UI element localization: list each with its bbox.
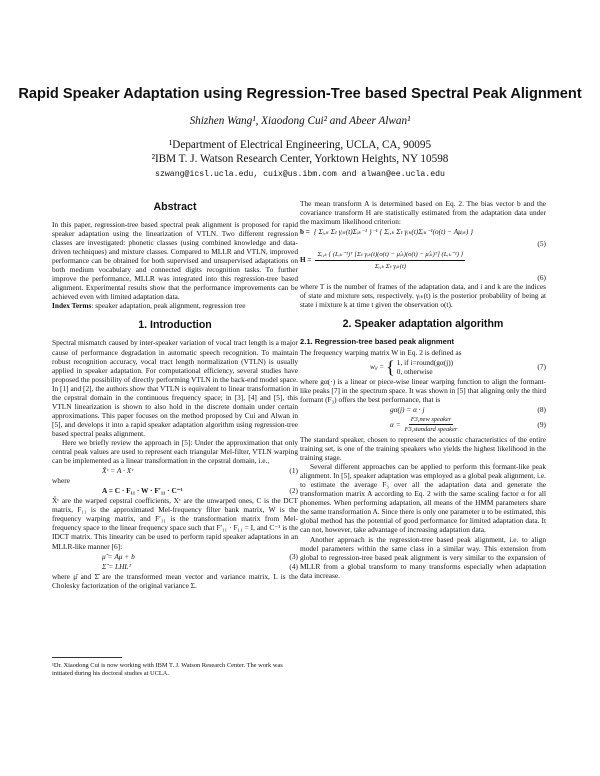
equation-2-number: (2) [289, 486, 298, 496]
paper-title: Rapid Speaker Adaptation using Regression-Tree based Spectral Peak Alignment [18, 86, 582, 102]
equation-7-lhs: wᵢⱼ = [370, 362, 385, 372]
equation-8-body: gα(j) = α · j [390, 404, 425, 414]
index-terms-text: : speaker adaptation, peak alignment, regression tree [91, 301, 246, 311]
left-column [52, 199, 298, 590]
footnote: ¹Dr. Xiaodong Cui is now working with IBM T. J. Watson Research Center. The work was initiated during his doctoral studies at UCLA. [52, 662, 283, 677]
equation-5 [300, 228, 546, 237]
equation-5-number: (5) [537, 239, 546, 249]
equation-8 [300, 405, 546, 414]
equation-9-number: (9) [537, 419, 546, 429]
right-paragraph-6: Several different approaches can be applied to perform this formant-like peak alignment. In [5], speaker adaptation was employed as a global peak alignment, i.e. to estimate the average F₃ over all the adaptation data and generate the transformation matrix A according to Eq. 2 with the same scaling factor α for all phonemes. When performing adaptation, all means of the HMM parameters share the same transformation A. Since there is only one parameter α to be estimated, this global method has the potential of good performance for limited adaptation data. It can not, however, take advantage of increasing adaptation data. [300, 462, 546, 535]
equation-3-body: μ̂ = Aμ + b [102, 551, 135, 561]
emails: szwang@icsl.ucla.edu, cuix@us.ibm.com and alwan@ee.ucla.edu [155, 170, 445, 179]
equation-1 [52, 466, 298, 475]
equation-9-lhs: α = [390, 419, 401, 429]
equation-7 [300, 358, 546, 376]
abstract-heading: Abstract [153, 201, 197, 213]
equation-9-fraction [405, 415, 458, 434]
equation-6-numerator: Σᵢ,ₖ { (Lᵢₖ⁻¹)ᵀ [Σₜ γᵢₖ(t)(o(t) − μ̂ᵢₖ)(o(t) − μ̂ᵢₖ)ᵀ] (Lᵢₖ⁻¹) } [315, 250, 465, 261]
equation-7-case-1: 1, if i=round(gα(j)) [396, 357, 454, 367]
equation-3-number: (3) [289, 551, 298, 561]
right-paragraph-3: The frequency warping matrix W in Eq. 2 is defined as [300, 347, 462, 357]
index-terms [52, 301, 298, 310]
intro-heading: 1. Introduction [138, 319, 212, 332]
equation-1-body: X̂ᶜ = A · Xᶜ [102, 466, 134, 476]
intro-paragraph-2: Here we briefly review the approach in [5]: Under the approximation that only central peak values are used to represent each triangular Mel-filter, VTLN warping can be implemented as a linear transformation in the cepstral domain, i.e., [52, 437, 298, 466]
intro-paragraph-1: Spectral mismatch caused by inter-speaker variation of vocal tract length is a major cause of performance degradation in automatic speech recognition. To maintain robust recognition accuracy, vocal tract length normalization (VTLN) is usually applied in speaker adaptation. For computational efficiency, several studies have proposed the possibility of directly performing VTLN in the back-end model space. In [1] and [2], the authors show that VTLN is equivalent to linear transformation in the cepstral domain in the continuous frequency space; in [3], [4] and [5], this VTLN linearization is shown to also hold in the discrete domain under certain approximations. This paper focuses on the method proposed by Cui and Alwan in [5], and develops it into a rapid speaker adaptation algorithm using regression-tree based spectral peaks alignment. [52, 338, 298, 438]
right-paragraph-2: where T is the number of frames of the adaptation data, and i and k are the indices of state and mixture sets, respectively. γᵢₖ(t) is the posterior probability of being at state i mixture k at time t given the observation o(t). [300, 282, 546, 310]
equation-5-rhs: { Σᵢ,ₖ Σₜ γᵢₖ(t)Σᵢₖ⁻¹ }⁻¹ { Σᵢ,ₖ Σₜ γᵢₖ(t)Σᵢₖ⁻¹(o(t) − Aμᵢₖ) } [313, 228, 473, 237]
where-text: where [52, 476, 70, 486]
equation-9-denominator: F3,standard speaker [404, 425, 458, 433]
right-paragraph-1: The mean transform A is determined based on Eq. 2. The bias vector b and the covariance transform H are statistically estimated from the adaptation data under the maximum likelihood criterion: [300, 199, 546, 227]
equation-7-body [370, 358, 453, 376]
equation-4-number: (4) [289, 561, 298, 571]
subsection-2-1-heading: 2.1. Regression-tree based peak alignment [300, 336, 455, 346]
equation-6-denominator: Σᵢ,ₖ Σₜ γᵢₖ(t) [374, 263, 406, 271]
equation-4 [52, 562, 298, 571]
equation-2-body: A = C · F₁₁ · W · F′₁₁ · C⁻¹ [102, 486, 183, 496]
intro-paragraph-4: where μ̂ and Σ̂ are the transformed mean vector and variance matrix, L is the Cholesky factorization of the original variance Σ. [52, 571, 298, 590]
equation-7-case-2: 0, otherwise [396, 366, 433, 376]
section-2-heading: 2. Speaker adaptation algorithm [342, 317, 504, 330]
intro-paragraph-3: X̂ᶜ are the warped cepstral coefficients, Xᶜ are the unwarped ones, C is the DCT matrix, F₁₁ is the approximated Mel-frequency filter bank matrix, W is the frequency warping matrix, and F′₁₁ is the transformation matrix from Mel-frequency space to the linear frequency space such that F′₁₁ · F₁₁ = I, and C⁻¹ is the IDCT matrix. This linearity can be used to perform rapid speaker adaptations in an MLLR-like manner [6]: [52, 496, 298, 551]
right-paragraph-5: The standard speaker, chosen to represent the acoustic characteristics of the entire training set, is one of the training speakers who yields the highest likelihood in the training stage. [300, 434, 546, 463]
equation-4-body: Σ̂ = LHLᵀ [102, 561, 132, 571]
abstract-body: In this paper, regression-tree based spectral peak alignment is proposed for rapid speaker adaptation using the linearization of VTLN. Two different regression classes are investigated: phonetic classes (using combined knowledge and data-driven techniques) and mixture classes. Compared to MLLR and VTLN, improved performance can be obtained for both supervised and unsupervised adaptations on both medium vocabulary and connected digits recognition tasks. To further improve the performance, MLLR was integrated into this regression-tree based alignment. Experimental results show that the performance improvements can be achieved even with limited adaptation data. [52, 220, 298, 302]
authors: Shizhen Wang¹, Xiaodong Cui² and Abeer Alwan¹ [189, 115, 411, 127]
equation-1-number: (1) [289, 466, 298, 476]
equation-9-numerator: F3,new speaker [409, 415, 453, 425]
affiliation-1: ¹Department of Electrical Engineering, UCLA, CA, 90095 [168, 139, 432, 151]
footnote-rule [52, 657, 122, 658]
equation-6-number: (6) [537, 273, 546, 283]
equation-2 [52, 486, 298, 495]
equation-7-cases [397, 358, 453, 376]
affiliation-2: ²IBM T. J. Watson Research Center, Yorktown Heights, NY 10598 [151, 153, 449, 165]
right-paragraph-7: Another approach is the regression-tree based peak alignment, i.e. to align model parameters within the same class in a similar way. This extension from global to regression-tree based peak alignment is very similar to the expansion of MLLR from a global transform to many transforms especially when adaptation data increase. [300, 534, 546, 580]
equation-5-lhs: b = [300, 228, 310, 237]
equation-6-lhs: H = [300, 256, 312, 265]
equation-6 [300, 250, 546, 271]
equation-3 [52, 552, 298, 561]
equation-7-number: (7) [537, 362, 546, 372]
brace-symbol: { [386, 356, 395, 377]
right-paragraph-4: where gα(·) is a linear or piece-wise linear warping function to align the formant-like peaks [7] in the spectrum space. It was shown in [5] that aligning only the third formant (F₃) offers the best performance, that is [300, 376, 546, 404]
right-column [300, 199, 546, 580]
equation-9-body [390, 415, 457, 434]
index-terms-label: Index Terms [52, 301, 92, 311]
equation-8-number: (8) [537, 404, 546, 414]
equation-9 [300, 415, 546, 434]
equation-6-fraction [315, 250, 465, 271]
